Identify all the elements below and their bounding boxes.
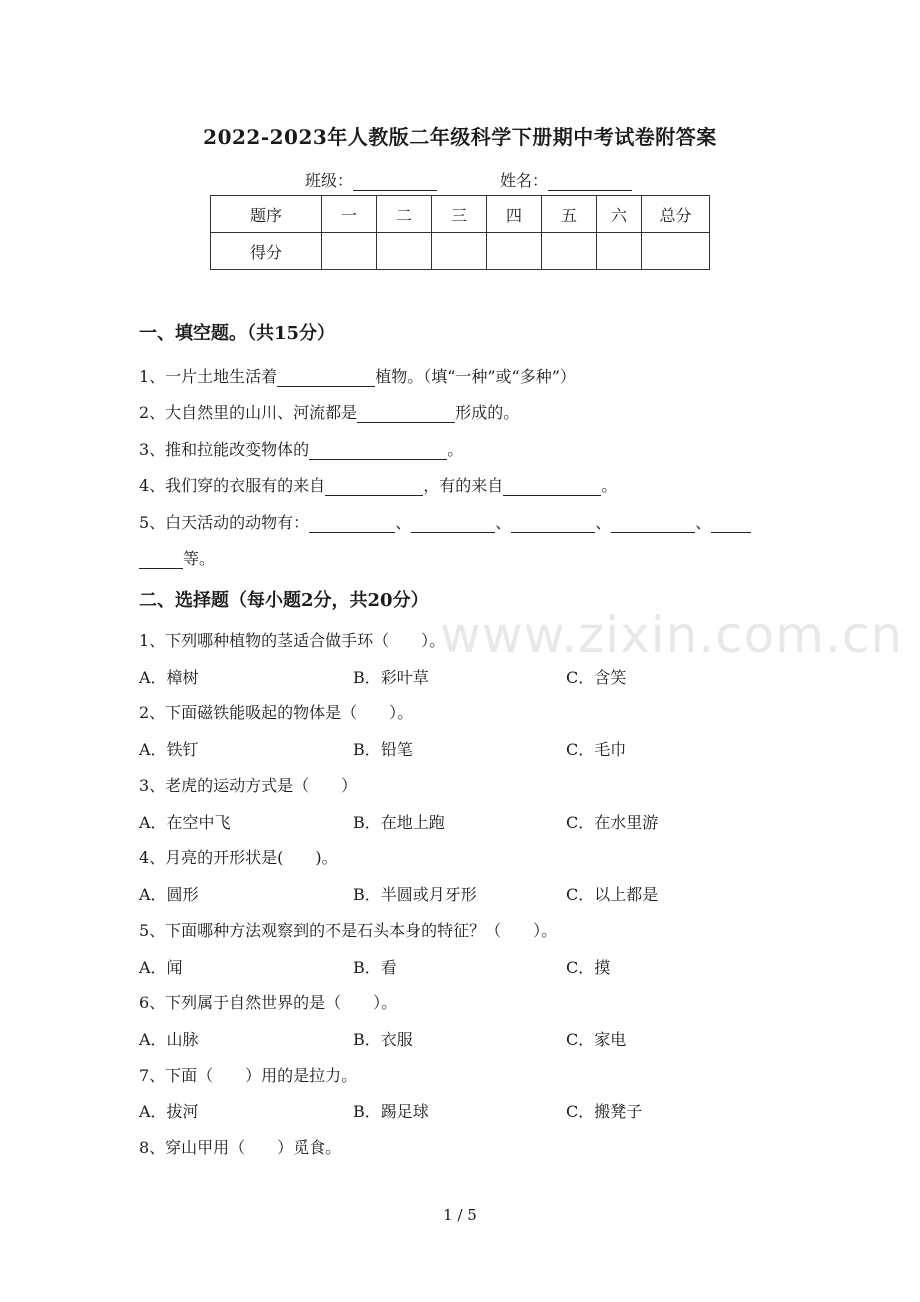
answer-blank xyxy=(325,478,423,496)
fill-in-question-continued xyxy=(139,546,215,569)
score-table xyxy=(210,195,710,270)
score-table-score-row xyxy=(211,233,710,270)
separator: 、 xyxy=(395,513,412,532)
page-number: 1 / 5 xyxy=(443,1206,477,1224)
question-text: 3、推和拉能改变物体的 xyxy=(139,440,310,459)
answer-blank xyxy=(357,405,455,423)
section-heading-fill-in: 一、填空题。（共15分） xyxy=(139,323,336,344)
option-a: A．拔河 xyxy=(139,1102,199,1121)
option-a: A．圆形 xyxy=(139,885,199,904)
section-heading-multiple-choice: 二、选择题（每小题2分，共20分） xyxy=(139,590,429,611)
choice-question: 7、下面（ ）用的是拉力。 xyxy=(139,1066,358,1085)
answer-blank xyxy=(711,515,751,533)
answer-blank xyxy=(511,515,595,533)
score-input-cell xyxy=(542,233,597,270)
option-c: C．摸 xyxy=(566,958,611,977)
choice-question: 1、下列哪种植物的茎适合做手环（ ）。 xyxy=(139,631,446,650)
class-label: 班级： xyxy=(305,171,354,190)
answer-blank xyxy=(611,515,695,533)
table-cell: 三 xyxy=(432,196,487,233)
choice-question: 4、月亮的开形状是( )。 xyxy=(139,848,338,867)
separator: 、 xyxy=(695,513,712,532)
question-text: 形成的。 xyxy=(455,403,520,422)
option-a: A．樟树 xyxy=(139,668,199,687)
table-cell: 总分 xyxy=(642,196,710,233)
question-text: ，有的来自 xyxy=(423,476,504,495)
answer-blank xyxy=(139,551,183,569)
option-c: C．以上都是 xyxy=(566,885,659,904)
question-text: 。 xyxy=(447,440,464,459)
fill-in-question xyxy=(139,473,617,496)
score-input-cell xyxy=(322,233,377,270)
watermark: www.zixin.com.cn xyxy=(440,606,904,664)
table-cell: 六 xyxy=(597,196,642,233)
table-cell: 四 xyxy=(487,196,542,233)
score-input-cell xyxy=(642,233,710,270)
fill-in-question xyxy=(139,510,751,533)
separator: 、 xyxy=(595,513,612,532)
table-cell: 得分 xyxy=(211,233,322,270)
option-c: C．含笑 xyxy=(566,668,627,687)
exam-title: 2022-2023年人教版二年级科学下册期中考试卷附答案 xyxy=(203,125,717,149)
fill-in-question xyxy=(139,400,519,423)
option-b: B．踢足球 xyxy=(353,1102,429,1121)
table-cell: 五 xyxy=(542,196,597,233)
answer-blank xyxy=(411,515,495,533)
option-a: A．在空中飞 xyxy=(139,813,231,832)
answer-blank xyxy=(309,442,447,460)
separator: 、 xyxy=(495,513,512,532)
score-table-header-row xyxy=(211,196,710,233)
class-blank xyxy=(353,173,437,191)
table-cell: 二 xyxy=(377,196,432,233)
table-cell: 一 xyxy=(322,196,377,233)
table-cell: 题序 xyxy=(211,196,322,233)
option-b: B．铅笔 xyxy=(353,740,413,759)
choice-question: 5、下面哪种方法观察到的不是石头本身的特征？（ ）。 xyxy=(139,921,558,940)
question-text: 1、一片土地生活着 xyxy=(139,367,278,386)
option-b: B．半圆或月牙形 xyxy=(353,885,477,904)
option-b: B．看 xyxy=(353,958,397,977)
question-text: 。 xyxy=(601,476,618,495)
choice-question: 6、下列属于自然世界的是（ ）。 xyxy=(139,993,398,1012)
question-text: 2、大自然里的山川、河流都是 xyxy=(139,403,358,422)
answer-blank xyxy=(277,369,375,387)
option-a: A．闻 xyxy=(139,958,183,977)
option-c: C．在水里游 xyxy=(566,813,659,832)
choice-question: 3、老虎的运动方式是（ ） xyxy=(139,776,358,795)
score-input-cell xyxy=(597,233,642,270)
option-b: B．彩叶草 xyxy=(353,668,429,687)
score-input-cell xyxy=(377,233,432,270)
score-input-cell xyxy=(487,233,542,270)
option-c: C．搬凳子 xyxy=(566,1102,643,1121)
answer-blank xyxy=(503,478,601,496)
fill-in-question xyxy=(139,437,463,460)
score-input-cell xyxy=(432,233,487,270)
option-a: A．山脉 xyxy=(139,1030,199,1049)
option-b: B．衣服 xyxy=(353,1030,413,1049)
class-field xyxy=(305,168,437,191)
fill-in-question xyxy=(139,364,576,387)
question-text: 4、我们穿的衣服有的来自 xyxy=(139,476,326,495)
question-text: 5、白天活动的动物有： xyxy=(139,513,310,532)
choice-question: 2、下面磁铁能吸起的物体是（ ）。 xyxy=(139,703,414,722)
name-blank xyxy=(548,173,632,191)
name-label: 姓名： xyxy=(500,171,549,190)
option-b: B．在地上跑 xyxy=(353,813,445,832)
option-a: A．铁钉 xyxy=(139,740,199,759)
question-text: 等。 xyxy=(183,549,216,568)
option-c: C．家电 xyxy=(566,1030,627,1049)
name-field xyxy=(500,168,632,191)
answer-blank xyxy=(309,515,395,533)
question-text: 植物。（填“一种”或“多种”） xyxy=(375,367,576,386)
option-c: C．毛巾 xyxy=(566,740,627,759)
choice-question: 8、穿山甲用（ ）觅食。 xyxy=(139,1138,342,1157)
